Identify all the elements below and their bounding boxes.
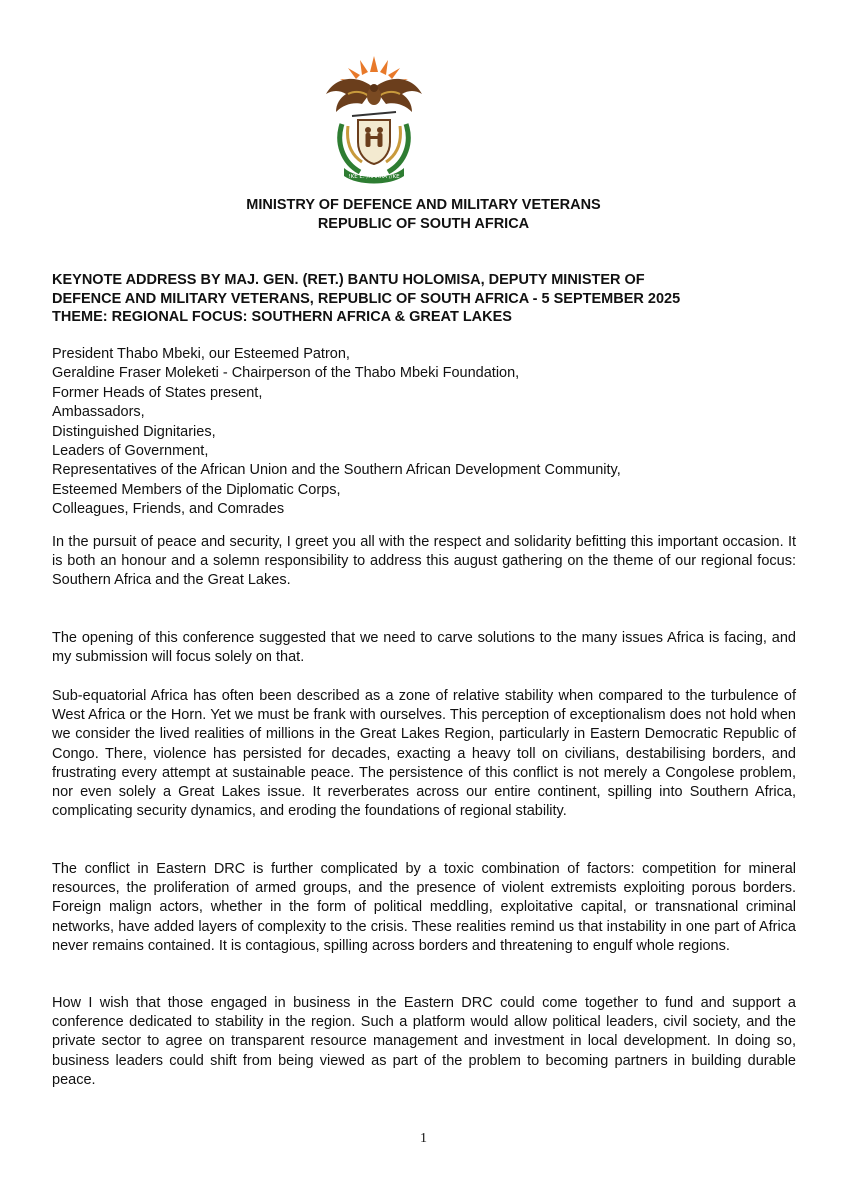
salutation-line: Former Heads of States present, <box>52 384 263 401</box>
salutation-line: Distinguished Dignitaries, <box>52 423 216 440</box>
body-paragraph: In the pursuit of peace and security, I greet you all with the respect and solidarity befitting this important occasion. It is both an honour and a solemn responsibility to address this august gathering on the theme of our regional focus: Southern Africa and the Great Lakes. <box>52 534 796 589</box>
title-theme: THEME: REGIONAL FOCUS: SOUTHERN AFRICA & GREAT LAKES <box>52 309 512 325</box>
salutation-line: Colleagues, Friends, and Comrades <box>52 501 285 518</box>
salutation-line: Leaders of Government, <box>52 443 209 460</box>
salutation-line: Representatives of the African Union and the Southern African Development Community, <box>52 462 621 479</box>
title-line-2: DEFENCE AND MILITARY VETERANS, REPUBLIC OF SOUTH AFRICA - 5 SEPTEMBER 2025 <box>52 290 681 307</box>
coat-of-arms-motto: !KE E: /XARRA //KE <box>348 174 400 180</box>
address-title <box>52 271 796 327</box>
page-number: 1 <box>420 1131 427 1146</box>
body-paragraph: Sub-equatorial Africa has often been described as a zone of relative stability when compared to the turbulence of West Africa or the Horn. Yet we must be frank with ourselves. This perception of exceptionalism does not hold when we consider the lived realities of millions in the Great Lakes Region, particularly in Eastern Democratic Republic of Congo. There, violence has persisted for decades, exacting a heavy toll on civilians, destabilising borders, and frustrating every attempt at sustainable peace. The persistence of this conflict is not merely a Congolese problem, nor even solely a Great Lakes issue. It reverberates across our entire continent, spilling into Southern Africa, complicating security dynamics, and eroding the foundations of regional stability. <box>52 688 796 820</box>
salutation-list <box>52 345 621 520</box>
title-line-1: KEYNOTE ADDRESS BY MAJ. GEN. (RET.) BANTU HOLOMISA, DEPUTY MINISTER OF <box>52 272 645 288</box>
body-paragraph: How I wish that those engaged in business in the Eastern DRC could come together to fund and support a conference dedicated to stability in the region. Such a platform would allow political leaders, civil society, and the private sector to agree on transparent resource management and investment in local development. In doing so, business leaders could shift from being viewed as part of the problem to becoming partners in building durable peace. <box>52 995 796 1088</box>
salutation-line: Esteemed Members of the Diplomatic Corps, <box>52 481 341 498</box>
ministry-name: MINISTRY OF DEFENCE AND MILITARY VETERANS <box>246 197 601 213</box>
document-header <box>0 196 847 234</box>
coat-of-arms-icon <box>318 54 430 186</box>
body-paragraph: The conflict in Eastern DRC is further complicated by a toxic combination of factors: competition for mineral resources, the proliferation of armed groups, and the presence of violent extremists exploiting porous borders. Foreign malign actors, whether in the form of political meddling, exploitative capital, or transnational criminal networks, have added layers of complexity to the crisis. These realities remind us that instability in one part of Africa never remains contained. It is contagious, spilling across borders and threatening to engulf whole regions. <box>52 861 796 954</box>
salutation-line: President Thabo Mbeki, our Esteemed Patron, <box>52 346 350 362</box>
country-name: REPUBLIC OF SOUTH AFRICA <box>317 216 530 232</box>
salutation-line: Ambassadors, <box>52 404 145 421</box>
body-paragraph: The opening of this conference suggested that we need to carve solutions to the many issues Africa is facing, and my submission will focus solely on that. <box>52 630 796 666</box>
salutation-line: Geraldine Fraser Moleketi - Chairperson of the Thabo Mbeki Foundation, <box>52 365 520 382</box>
